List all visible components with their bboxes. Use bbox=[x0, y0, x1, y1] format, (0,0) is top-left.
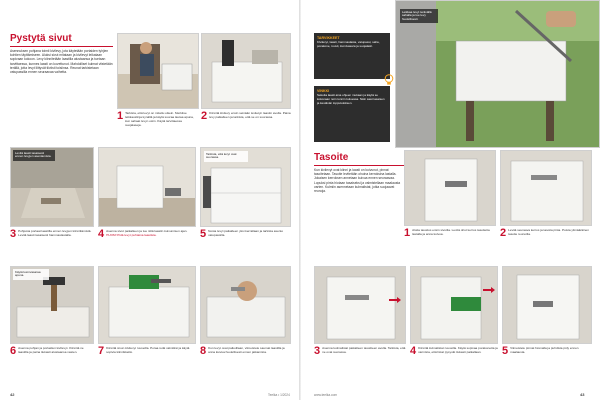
step-6-text: Asenna pohjan ja portaiden kivilevyt. Kiinnitä ne laastilla ja paina tiukasti alustaansa vasten. bbox=[18, 346, 84, 354]
step-7 bbox=[98, 346, 196, 380]
tasoite-step-4-text: Kiinnitä kulmalistat ruuveilla. Käytä sopivaa porakonetta ja varmista, että listat pysyvät tiukasti paikallaan. bbox=[418, 346, 498, 354]
tasoite-step-3-number: 3 bbox=[314, 346, 321, 357]
materials-title: TARVIKKEET bbox=[317, 36, 340, 40]
step-2-text: Kiinnitä kivilevy ensin seinään levitetyn laastin avulla. Paina levy paikalleen ja tarkista, että se on suorassa. bbox=[209, 111, 291, 119]
step-3 bbox=[10, 229, 94, 259]
step-4-number: 4 bbox=[98, 229, 105, 240]
tasoite-step-1 bbox=[404, 228, 496, 262]
step-5-photo bbox=[200, 147, 291, 227]
step-5-callout: Tarkista, että levyt ovat suorassa. bbox=[204, 151, 248, 162]
tasoite-step-4 bbox=[410, 346, 498, 380]
right-page-footer: www.teelka.com bbox=[314, 393, 338, 397]
step-4 bbox=[98, 229, 196, 263]
sawing-photo bbox=[395, 0, 600, 148]
step-1-number: 1 bbox=[117, 111, 124, 122]
tasoite-step-5-text: Viimeistele pinnat hiomalla ja puhdista pöly ennen maalausta. bbox=[510, 346, 579, 354]
arrow-icon-2 bbox=[483, 287, 495, 293]
left-page-title: Pystytä sivut bbox=[10, 33, 72, 44]
left-page-intro: Asennuksen pohjana toimii kivilevy, jota käytetään portaiden tyhjien kohtien täyttämiseen. Aluksi sivut mitataan ja kivilevyt leikataan sopivaan kokoon. Levy kiinnitetään laastilla alustaansa ja tuetaan tarvittaessa, kunnes laasti on kovettunut. Mahdolliset kulmat viistetään terällä, jotta levyt liittyvät tiiviisti toisiinsa. Reunat tarkistetaan vatupassilla ennen seuraavaa vaihetta. bbox=[10, 49, 113, 75]
step-5-number: 5 bbox=[200, 229, 207, 240]
step-8 bbox=[200, 346, 291, 380]
step-7-photo bbox=[98, 266, 196, 344]
step-6-photo bbox=[10, 266, 94, 344]
step-1-text: Tarkista, että levyt on mitattu oikein. Merkitse leikkauslinja kynällä ja käytä suoraa lautaa apuna, kun sahaat levyn osiin. Käytä tarvittaessa suojalaseja. bbox=[125, 111, 194, 127]
tasoite-step-2 bbox=[500, 228, 592, 262]
step-2-photo bbox=[201, 33, 291, 109]
step-6-number: 6 bbox=[10, 346, 17, 357]
tasoite-step-3-text: Asenna kulmalistat paikalleen tasoitteen avulla. Tarkista, että ne ovat suorassa. bbox=[322, 346, 406, 354]
lightbulb-icon bbox=[384, 74, 394, 86]
left-page-footer: Teelka • 1/2024 bbox=[268, 393, 290, 397]
step-1-photo bbox=[117, 33, 199, 109]
step-3-photo bbox=[10, 147, 94, 227]
tip-title: VINKKI bbox=[317, 89, 330, 93]
step-4-warning: HUOM! Pidä levyt puhtaina laastista. bbox=[106, 233, 157, 237]
tasoite-step-2-photo bbox=[500, 150, 592, 226]
materials-box bbox=[314, 33, 390, 79]
step-4-photo bbox=[98, 147, 196, 227]
tasoite-step-2-text: Levitä seuraava kerros ja tasoita pinta. Poista ylimääräinen tasoite reunoilta. bbox=[508, 228, 589, 236]
step-8-number: 8 bbox=[200, 346, 207, 357]
step-2-number: 2 bbox=[201, 111, 208, 122]
materials-text: Kivilevyt, laasti, hammaslasta, vatupassi, saha, porakone, ruuvit, kumivasara ja suojalasit. bbox=[317, 40, 380, 48]
sawing-caption: Leikkaa levyt terävällä sahalla ja tue levy huolellisesti. bbox=[400, 9, 438, 23]
step-8-text: Kun levyt ovat paikoillaan, viimeistele saumat laastilla ja anna kuivua huolellisesti ennen jatkamista. bbox=[208, 346, 285, 354]
tasoite-step-2-number: 2 bbox=[500, 228, 507, 239]
step-1 bbox=[117, 111, 199, 141]
right-page-number: 43 bbox=[580, 392, 585, 397]
step-4-text: Asenna sivut paikalleen ja tue niitä laastin kuivumisen ajan. bbox=[106, 229, 188, 233]
step-3-callout: Levitä laasti tasaisesti ennen levyjen asentamista. bbox=[13, 150, 55, 161]
step-6-callout: Käytä kumivasaraa apuna. bbox=[13, 269, 49, 280]
tasoite-step-1-text: Aloita tasoitus ensin sivuilta. Levitä ohut kerros tasoitetta lastalla ja anna kuivua. bbox=[412, 228, 490, 236]
step-7-number: 7 bbox=[98, 346, 105, 357]
tasoite-step-1-number: 1 bbox=[404, 228, 411, 239]
step-5 bbox=[200, 229, 291, 259]
right-page-title: Tasoite bbox=[314, 152, 349, 163]
tasoite-step-3-photo bbox=[314, 266, 406, 344]
arrow-icon bbox=[389, 297, 401, 303]
tasoite-step-5-number: 5 bbox=[502, 346, 509, 357]
tasoite-step-4-number: 4 bbox=[410, 346, 417, 357]
step-3-number: 3 bbox=[10, 229, 17, 240]
right-page-intro: Kun kivilevyt ovat kiinni ja laasti on kuivunut, pinnat tasoitetaan. Tasoite levitetään ohuina kerroksina lastalla. Jokaisen kerroksen annetaan kuivua ennen seuraavaa. Lopuksi pinta hiotaan tasaiseksi ja valmistellaan maalausta varten. Kulmiin asennetaan kulmalistat, jotka suojaavat reunoja. bbox=[314, 168, 401, 194]
step-5-text: Nosta levyt paikalleen yksi kerrallaan ja tarkista asento vatupassilla. bbox=[208, 229, 284, 237]
tasoite-step-1-photo bbox=[404, 150, 496, 226]
tasoite-step-5 bbox=[502, 346, 592, 380]
tasoite-step-5-photo bbox=[502, 266, 592, 344]
step-3-text: Pohjusta portaat laastilla ennen levyjen kiinnittämistä. Levitä laasti tasaisesti hammaslastalla. bbox=[18, 229, 92, 237]
step-8-photo bbox=[200, 266, 291, 344]
step-7-text: Kiinnitä sivun kivilevyt ruuveilla. Poraa reiät valmiiksi ja käytä sopivia kiinnikkeitä. bbox=[106, 346, 190, 354]
left-page-number: 42 bbox=[10, 392, 15, 397]
step-6 bbox=[10, 346, 94, 380]
left-title-rule bbox=[10, 46, 113, 47]
page-gutter bbox=[299, 0, 301, 400]
tasoite-step-3 bbox=[314, 346, 406, 380]
tip-box bbox=[314, 86, 390, 142]
tasoite-step-4-photo bbox=[410, 266, 498, 344]
right-title-rule bbox=[314, 165, 404, 166]
step-2 bbox=[201, 111, 291, 141]
tip-text: Sekoita laasti aina ohjeen mukaan ja käytä se kokonaan noin tunnin kuluessa. Näin saat tasaisen ja kestävän lopputuloksen. bbox=[317, 93, 385, 105]
